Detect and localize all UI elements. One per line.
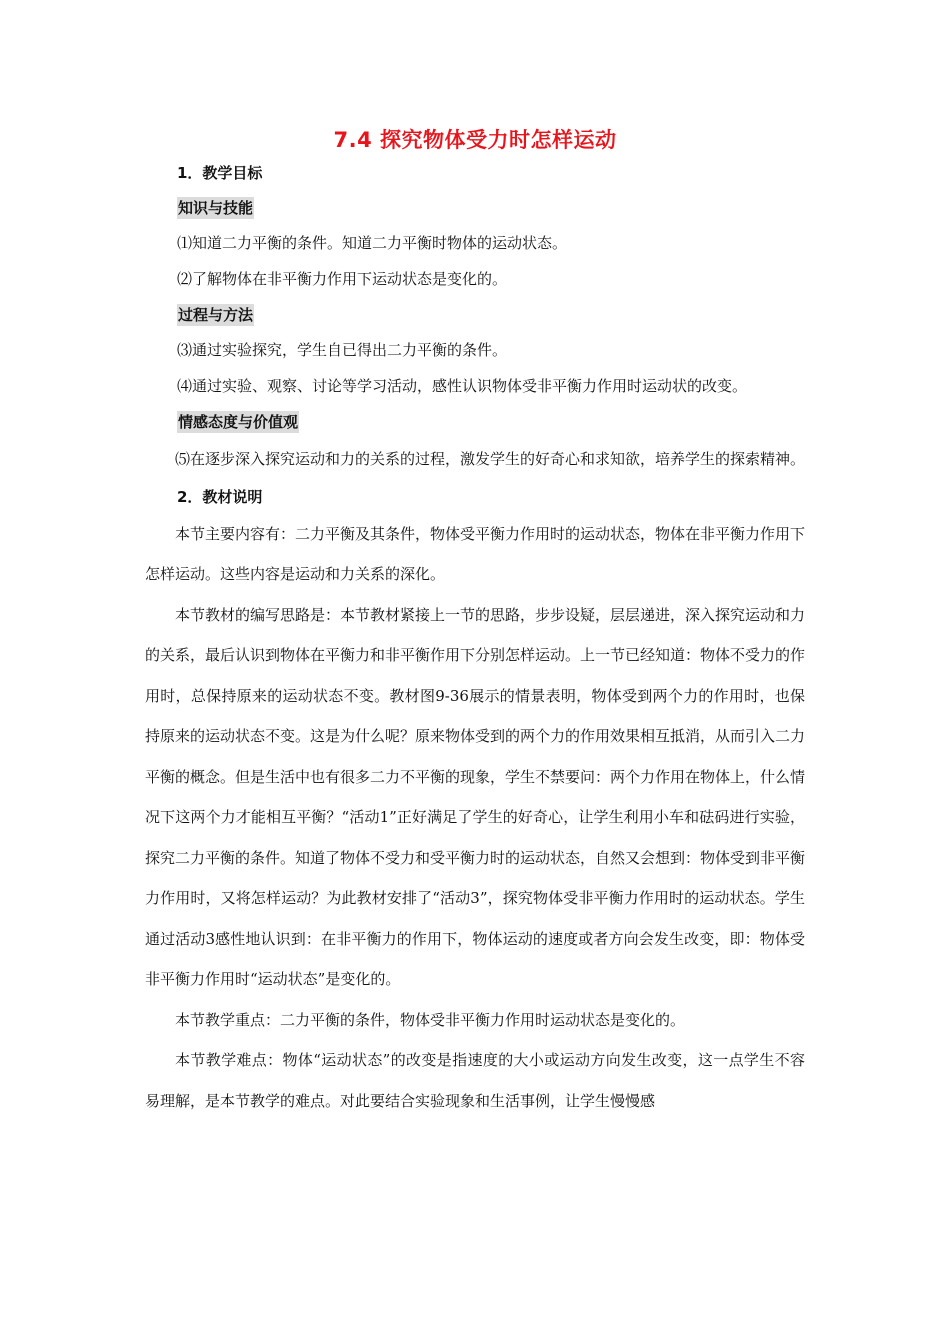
goal-item-1: ⑴知道二力平衡的条件。知道二力平衡时物体的运动状态。 — [177, 234, 568, 252]
subheading-process-methods: 过程与方法 — [178, 305, 254, 324]
subheading-row — [145, 297, 805, 332]
section-heading-material: 2．教材说明 — [177, 487, 263, 506]
goal-item-4: ⑷通过实验、观察、讨论等学习活动，感性认识物体受非平衡力作用时运动状的改变。 — [177, 377, 748, 395]
document-body — [145, 158, 805, 1121]
material-paragraph-2: 本节教材的编写思路是：本节教材紧接上一节的思路，步步设疑，层层递进，深入探究运动和力的关系，最后认识到物体在平衡力和非平衡作用下分别怎样运动。上一节已经知道：物体不受力的作用时，总保持原来的运动状态不变。教材图9-36展示的情景表明，物体受到两个力的作用时，也保持原来的运动状态不变。这是为什么呢？原来物体受到的两个力的作用效果相互抵消，从而引入二力平衡的概念。但是生活中也有很多二力不平衡的现象，学生不禁要问：两个力作用在物体上，什么情况下这两个力才能相互平衡？“活动1”正好满足了学生的好奇心，让学生利用小车和砝码进行实验，探究二力平衡的条件。知道了物体不受力和受平衡力时的运动状态，自然又会想到：物体受到非平衡力作用时，又将怎样运动？为此教材安排了“活动3”，探究物体受非平衡力作用时的运动状态。学生通过活动3感性地认识到：在非平衡力的作用下，物体运动的速度或者方向会发生改变，即：物体受非平衡力作用时“运动状态”是变化的。 — [145, 605, 806, 988]
subheading-attitudes-values: 情感态度与价值观 — [178, 412, 299, 431]
material-paragraph-3: 本节教学重点：二力平衡的条件，物体受非平衡力作用时运动状态是变化的。 — [175, 1010, 686, 1029]
subheading-row — [145, 404, 805, 439]
document-title: 7.4 探究物体受力时怎样运动 — [333, 128, 617, 152]
goal-item-2: ⑵了解物体在非平衡力作用下运动状态是变化的。 — [177, 270, 508, 288]
material-paragraph-4: 本节教学难点：物体“运动状态”的改变是指速度的大小或运动方向发生改变，这一点学生不容易理解，是本节教学的难点。对此要结合实验现象和生活事例，让学生慢慢感 — [145, 1051, 805, 1110]
goal-item-5: ⑸在逐步深入探究运动和力的关系的过程，激发学生的好奇心和求知欲，培养学生的探索精神。 — [175, 450, 806, 468]
subheading-knowledge-skills: 知识与技能 — [178, 198, 254, 217]
material-paragraph-1: 本节主要内容有：二力平衡及其条件，物体受平衡力作用时的运动状态，物体在非平衡力作用下怎样运动。这些内容是运动和力关系的深化。 — [145, 524, 806, 583]
section-heading-teaching-goals: 1．教学目标 — [177, 164, 263, 182]
goal-item-3: ⑶通过实验探究，学生自已得出二力平衡的条件。 — [177, 341, 508, 359]
subheading-row — [145, 190, 805, 225]
